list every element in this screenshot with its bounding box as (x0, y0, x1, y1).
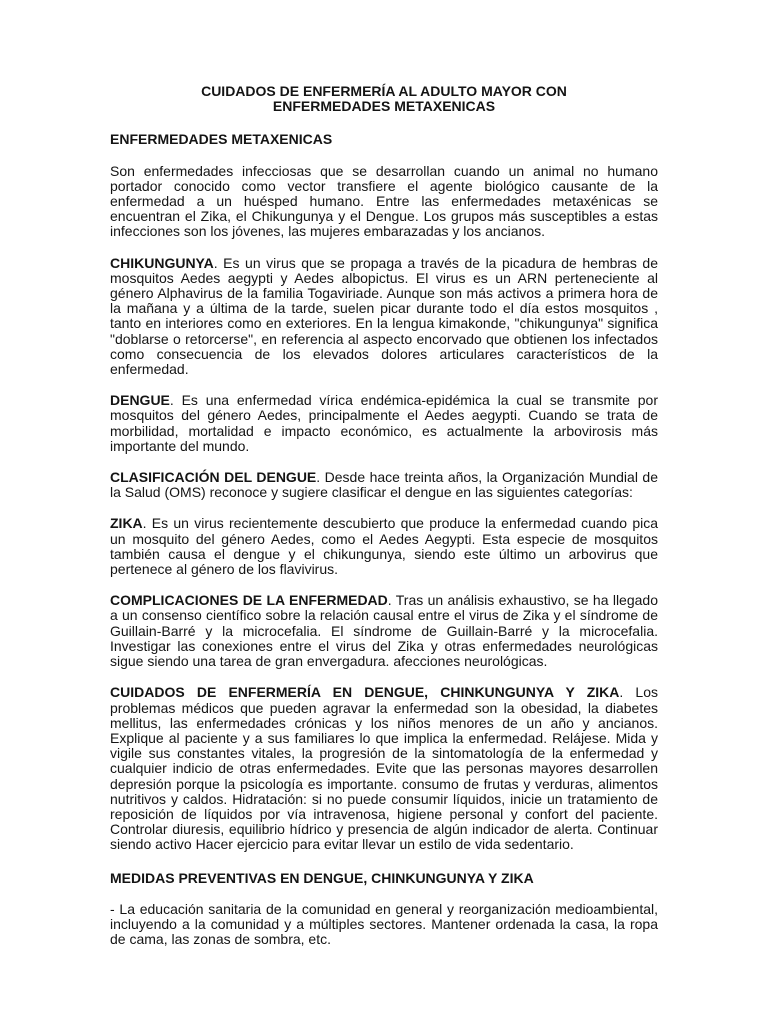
paragraph-cuidados (110, 685, 658, 852)
title-line-1: CUIDADOS DE ENFERMERÍA AL ADULTO MAYOR CON (201, 83, 567, 99)
paragraph-zika (110, 516, 658, 577)
heading-zika: ZIKA (110, 515, 143, 532)
paragraph-medidas: - La educación sanitaria de la comunidad en general y reorganización medioambiental, incluyendo a la comunidad y a múltiples sectores. Mantener ordenada la casa, la ropa de cama, las zonas de sombra, etc. (110, 900, 658, 948)
text-complicaciones: . Tras un análisis exhaustivo, se ha llegado a un consenso científico sobre la relación causal entre el virus de Zika y el síndrome de Guillain-Barré y la microcefalia. El síndrome de Guillain-Barré y la microcefalia. Investigar las conexiones entre el virus del Zika y otras enfermedades neurológicas sigue siendo una tarea de gran envergadura. afecciones neurológicas. (110, 592, 658, 670)
heading-clasificacion: CLASIFICACIÓN DEL DENGUE (110, 469, 317, 486)
heading-medidas-preventivas: MEDIDAS PREVENTIVAS EN DENGUE, CHINKUNGUNYA Y ZIKA (110, 869, 534, 886)
section-heading-metaxenicas: ENFERMEDADES METAXENICAS (110, 131, 333, 148)
heading-dengue: DENGUE (110, 392, 170, 409)
text-clasificacion: . Desde hace treinta años, la Organización Mundial de la Salud (OMS) reconoce y sugiere clasificar el dengue en las siguientes categorías: (110, 469, 658, 501)
heading-complicaciones: COMPLICACIONES DE LA ENFERMEDAD (110, 592, 388, 609)
title-line-2: ENFERMEDADES METAXENICAS (272, 98, 496, 115)
document-title (110, 84, 658, 114)
text-zika: . Es un virus recientemente descubierto que produce la enfermedad cuando pica un mosquito del género Aedes, como el Aedes Aegypti. Esta especie de mosquitos también causa el dengue y el chikungunya, siendo este último un arbovirus que pertenece al género de los flavivirus. (110, 515, 658, 578)
paragraph-complicaciones (110, 593, 658, 669)
text-chikungunya: . Es un virus que se propaga a través de la picadura de hembras de mosquitos Aedes aegypti y Aedes albopictus. El virus es un ARN perteneciente al género Alphavirus de la familia Togaviriade. Aunque son más activos a primera hora de la mañana y a última de la tarde, suelen picar durante todo el día estos mosquitos , tanto en interiores como en exteriores. En la lengua kimakonde, "chikungunya" significa "doblarse o retorcerse", en referencia al aspecto encorvado que obtienen los infectados como consecuencia de los elevados dolores articulares característicos de la enfermedad. (110, 254, 658, 378)
text-cuidados: . Los problemas médicos que pueden agravar la enfermedad son la obesidad, la diabetes mellitus, las enfermedades crónicas y los niños menores de un año y ancianos. Explique al paciente y a sus familiares lo que implica la enfermedad. Relájese. Mida y vigile sus constantes vitales, la progresión de la sintomatología de la enfermedad y cualquier indicio de otras enfermedades. Evite que las personas mayores desarrollen depresión porque la psicología es importante. consumo de frutas y verduras, alimentos nutritivos y caldos. Hidratación: si no puede consumir líquidos, inicie un tratamiento de reposición de líquidos por vía intravenosa, higiene personal y confort del paciente. Controlar diuresis, equilibrio hídrico y presencia de algún indicador de alerta. Continuar siendo activo Hacer ejercicio para evitar llevar un estilo de vida sedentario. (110, 684, 658, 853)
heading-chikungunya: CHIKUNGUNYA (110, 254, 214, 271)
paragraph-dengue (110, 393, 658, 454)
paragraph-chikungunya (110, 256, 658, 378)
text-dengue: . Es una enfermedad vírica endémica-epidémica la cual se transmite por mosquitos del género Aedes, principalmente el Aedes aegypti. Cuando se trata de morbilidad, mortalidad e impacto económico, es actualmente la arbovirosis más importante del mundo. (110, 392, 658, 454)
heading-cuidados: CUIDADOS DE ENFERMERÍA EN DENGUE, CHINKUNGUNYA Y ZIKA (110, 684, 620, 701)
paragraph-clasificacion (110, 470, 658, 500)
paragraph-intro: Son enfermedades infecciosas que se desarrollan cuando un animal no humano portador conocido como vector transfiere el agente biológico causante de la enfermedad a un huésped humano. Entre las enfermedades metaxénicas se encuentran el Zika, el Chikungunya y el Dengue. Los grupos más susceptibles a estas infecciones son los jóvenes, las mujeres embarazadas y los ancianos. (110, 162, 658, 240)
document-page (110, 84, 658, 947)
